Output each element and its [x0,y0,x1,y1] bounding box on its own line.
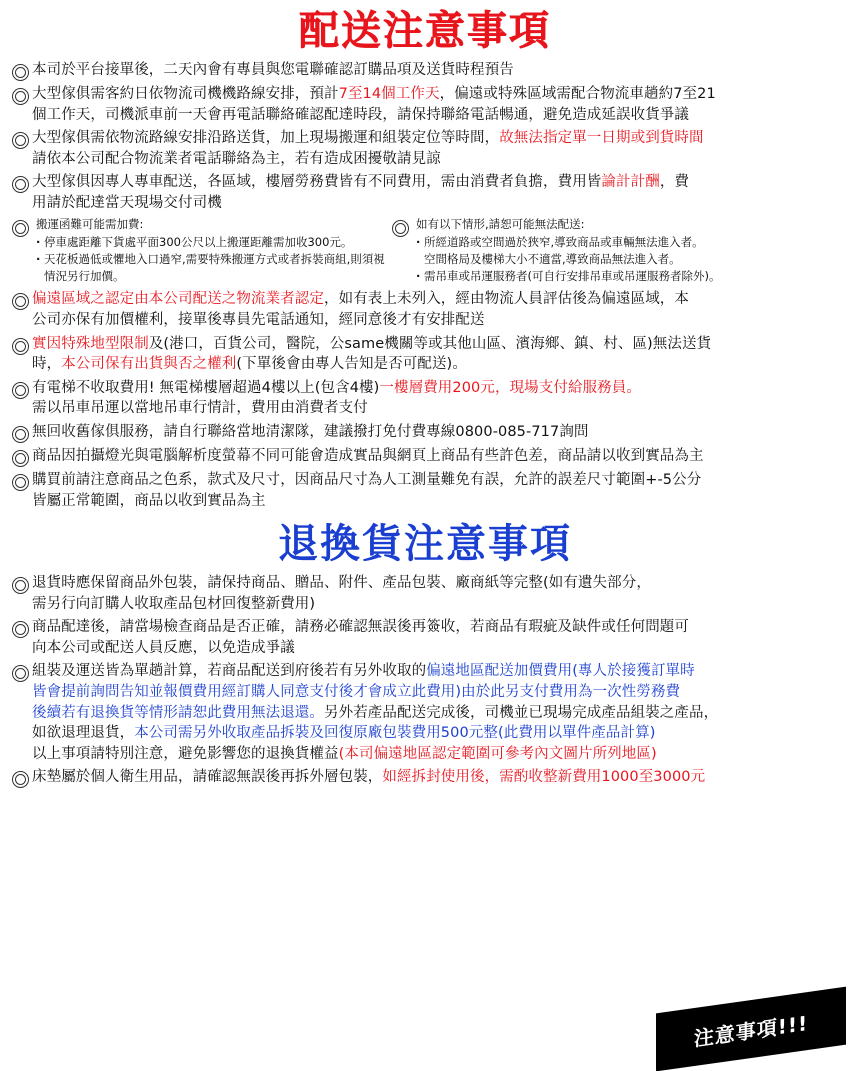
text-span: 另外若產品配送完成後，司機並已現場完成產品組裝之產品， [324,704,719,721]
list-item [10,378,840,419]
double-circle-bullet-icon [10,575,32,594]
text-span: 有電梯不收取費用! 無電梯樓層超過4樓以上(包含4樓) [32,379,380,396]
double-circle-bullet-icon [10,424,32,443]
note-size-tolerance [32,470,840,511]
page-title-shipping: 配送注意事項 [299,8,551,54]
double-circle-bullet-icon [10,663,32,682]
double-circle-bullet-icon [10,472,32,491]
shipping-notes-list-2 [10,289,840,511]
surcharge-text [32,216,390,285]
text-span: 個工作天，司機派車前一天會再電話聯絡確認配達時段，請保持聯絡電話暢通，避免造成延誤收貨爭議 [32,106,689,123]
text-span: 無回收舊傢俱服務，請自行聯絡當地清潔隊，建議撥打免付費專線0800-085-717詢問 [32,423,589,440]
note-labor-fee [32,172,840,213]
list-item [10,60,840,81]
note-confirm-order [32,60,840,81]
text-span: 以上事項請特別注意，避免影響您的退換貨權益 [32,745,339,762]
surcharge-item: · 天花板過低或懼地入口過窄,需要特殊搬運方式或者拆裝商組,則須視情況另行加價。 [36,251,390,286]
text-span: 皆屬正常範圍，商品以收到實品為主 [32,492,266,509]
text-span: 床墊屬於個人衛生用品，請確認無誤後再拆外層包裝， [32,769,383,786]
text-span: 用請於配達當天現場交付司機 [32,194,222,211]
text-span: ，如有表上未列入，經由物流人員評估後為偏遠區域，本 [324,291,689,308]
text-span: 大型傢俱需客約日依物流司機機路線安排，預計 [32,86,339,102]
double-circle-bullet-icon [10,336,32,355]
text-span: 需以吊車吊運以當地吊車行情計，費用由消費者支付 [32,400,368,417]
shipping-notes-list-1 [10,60,840,213]
list-item [10,289,840,330]
text-span: 組裝及運送皆為單趟計算，若商品配送到府後若有另外收取的 [32,663,427,680]
cannot-deliver-item: · 所經道路或空間過於狹窄,導致商品或車輛無法進入者。 [416,234,720,251]
double-circle-bullet-icon [10,619,32,638]
cannot-deliver-item: · 需吊車或吊運服務者(可自行安排吊車或吊運服務者除外)。 [416,268,720,285]
double-circle-bullet-icon [10,769,32,788]
text-span-highlight: 後續若有退換貨等情形請恕此費用無法退還。 [32,704,324,721]
text-span: 退貨時應保留商品外包裝，請保持商品、贈品、附件、產品包裝、廠商紙等完整(如有遺失部分， [32,575,651,592]
text-span-highlight: 故無法指定單一日期或到貨時間 [499,130,704,147]
text-span: 時， [32,356,62,373]
note-surcharge [10,216,390,285]
text-span-highlight: (本司偏遠地區認定範圍可參考內文圖片所列地區) [338,745,657,762]
double-circle-bullet-icon [10,448,32,467]
note-no-specified-date [32,128,840,169]
list-item [10,446,840,467]
note-cannot-deliver [390,216,840,285]
cannot-deliver-heading: 如有以下情形,請恕可能無法配送: [416,217,585,232]
text-span: (下單後會由專人告知是否可配送)。 [236,356,467,373]
attention-stamp: 注意事項!!! [656,987,846,1071]
return-keep-packaging [32,573,840,614]
note-remote-area [32,289,840,330]
list-item [10,573,840,614]
page-title-return: 退換貨注意事項 [278,521,572,568]
text-span: 需另行向訂購人收取產品包材回復整新費用) [32,595,316,612]
text-span-highlight: 7至14個工作天 [338,86,440,102]
double-circle-bullet-icon [390,218,412,237]
list-item [10,661,840,764]
return-one-way-fee [32,661,840,764]
double-circle-bullet-icon [10,174,32,193]
text-span: 請依本公司配合物流業者電話聯絡為主，若有造成困擾敬請見諒 [32,150,441,167]
list-item [10,767,840,788]
text-span-highlight: 如經拆封使用後，需酌收整新費用1000至3000元 [382,769,706,786]
double-circle-bullet-icon [10,218,32,237]
text-span-highlight: 偏遠區域之認定由本公司配送之物流業者認定 [32,291,324,308]
note-special-terrain [32,334,840,375]
double-circle-bullet-icon [10,380,32,399]
surcharge-heading: 搬運函難可能需加費: [36,217,144,232]
return-notes-list [10,573,840,788]
list-item [10,617,840,658]
double-circle-bullet-icon [10,62,32,81]
text-span-highlight: 實因特殊地型限制 [32,335,149,352]
list-item [10,84,840,125]
text-span-highlight: 皆會提前詢問告知並報價費用經訂購人同意支付後才會成立此費用)由於此另支付費用為一次性勞務費 [32,683,681,700]
note-no-recycle [32,422,840,443]
double-circle-bullet-icon [10,291,32,310]
note-large-furniture-logistics [32,84,840,125]
text-span: 大型傢俱因專人專車配送，各區域，樓層勞務費皆有不同費用，需由消費者負擔，費用皆 [32,174,602,191]
text-span: 商品因拍攝燈光與電腦解析度螢幕不同可能會造成實品與網頁上商品有些許色差，商品請以收到實品為主 [32,447,704,464]
cannot-deliver-text [412,216,720,285]
text-span-highlight: 一樓層費用200元，現場支付給服務員。 [379,379,641,396]
list-item [10,128,840,169]
list-item [10,334,840,375]
surcharge-and-restriction-block [10,216,840,285]
surcharge-item: · 停車處距離下貨處平面300公尺以上搬運距離需加收300元。 [36,234,390,251]
note-elevator [32,378,840,419]
text-span: 大型傢俱需依物流路線安排沿路送貨，加上現場搬運和組裝定位等時間， [32,130,500,147]
text-span: ，費 [659,174,690,191]
list-item [10,422,840,443]
text-span: 商品配達後，請當場檢查商品是否正確，請務必確認無誤後再簽收，若商品有瑕疵及缺件或任何問題可 [32,619,689,636]
text-span: 本司於平台接單後，二天內會有專員與您電聯確認訂購品項及送貨時程預告 [32,62,514,78]
text-span-highlight: 論計計酬 [601,174,660,191]
text-span: 購買前請注意商品之色系，款式及尺寸，因商品尺寸為人工測量難免有誤，允許的誤差尺寸範圍+-5公分 [32,471,702,488]
return-mattress [32,767,840,788]
text-span: 及(港口，百貨公司，醫院，公same機關等或其他山區、濱海鄉、鎮、村、區)無法送貨 [148,335,712,352]
double-circle-bullet-icon [10,130,32,149]
list-item [10,470,840,511]
text-span: 公司亦保有加價權利，接單後專員先電話通知，經同意後才有安排配送 [32,312,485,329]
text-span: ，偏遠或特殊區域需配合物流車趟約7至21 [439,86,716,102]
text-span-highlight: 本公司需另外收取產品拆裝及回復原廠包裝費用500元整(此費用以單件產品計算) [134,725,656,742]
text-span-highlight: 本公司保有出貨與否之權利 [61,356,237,373]
note-color-difference [32,446,840,467]
return-check-on-delivery [32,617,840,658]
double-circle-bullet-icon [10,86,32,105]
text-span: 如欲退理退貨， [32,725,135,742]
text-span: 向本公司或配送人員反應，以免造成爭議 [32,639,295,656]
list-item [10,172,840,213]
cannot-deliver-item: 空間格局及樓梯大小不適當,導致商品無法進入者。 [424,251,681,266]
text-span-highlight: 偏遠地區配送加價費用(專人於接獲訂單時 [426,663,695,680]
